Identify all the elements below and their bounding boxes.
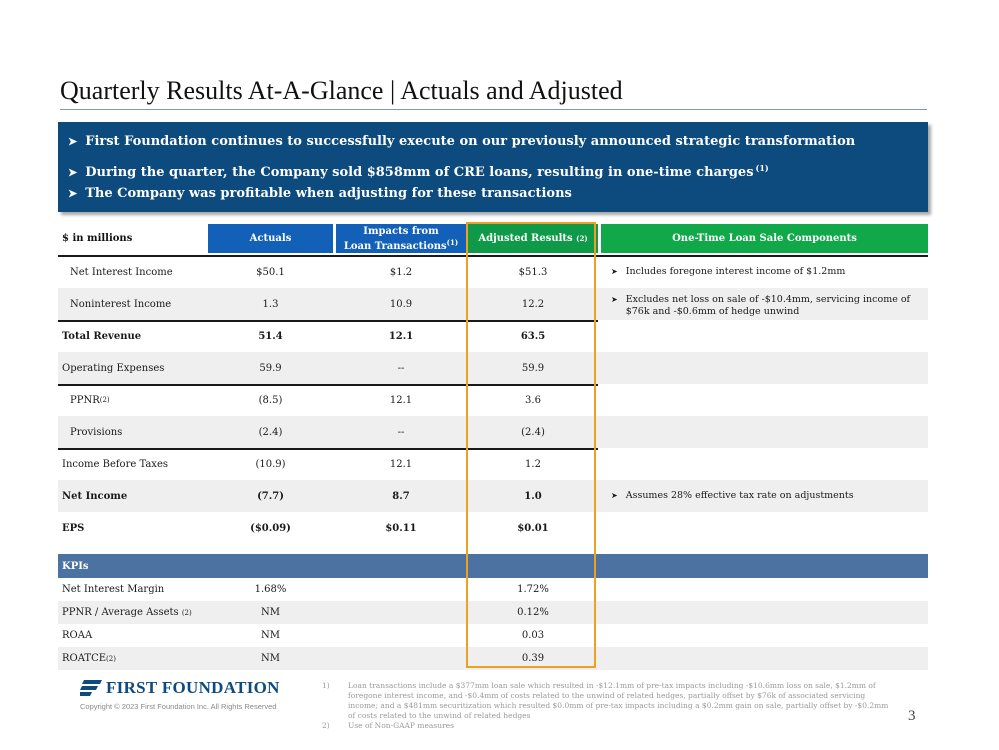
page-title: Quarterly Results At-A-Glance | Actuals and Adjusted <box>60 76 623 105</box>
footnote <box>322 681 892 721</box>
impacts-value: 12.1 <box>388 330 414 342</box>
row-label: Noninterest Income <box>70 298 172 310</box>
adjusted-value: $51.3 <box>518 266 548 278</box>
banner-bullet-text: First Foundation continues to successfully execute on our previously announced strategic transformation <box>85 134 856 149</box>
header-components: One-Time Loan Sale Components <box>601 224 928 253</box>
arrow-bullet-icon: ➤ <box>611 491 618 500</box>
banner-bullet-text: The Company was profitable when adjusting for these transactions <box>85 186 572 201</box>
footnote-ref: (2) <box>99 396 110 404</box>
results-table <box>58 224 928 670</box>
footnote-ref: (1) <box>755 163 769 173</box>
adjusted-value: 63.5 <box>520 330 546 342</box>
adjusted-value: (2.4) <box>521 426 545 438</box>
actuals-value: 59.9 <box>259 362 282 374</box>
actuals-value: 51.4 <box>258 330 283 342</box>
row-label: PPNR (2) <box>70 394 110 406</box>
actuals-value: (2.4) <box>258 426 283 438</box>
banner-bullet <box>68 129 928 155</box>
arrow-bullet-icon: ➤ <box>68 187 78 200</box>
kpi-row <box>58 624 928 647</box>
adjusted-value: 1.0 <box>524 490 542 502</box>
footnote-ref: (1) <box>446 237 459 247</box>
component-note: ➤ Excludes net loss on sale of -$10.4mm, servicing income of $76k and -$0.6mm of hedge unwind <box>611 294 911 317</box>
footnote-number: 2) <box>322 721 330 730</box>
footnote-ref: (2) <box>106 654 116 663</box>
footnotes <box>322 681 892 731</box>
row-label: Income Before Taxes <box>62 458 169 470</box>
footnote-ref: (2) <box>576 234 588 243</box>
actuals-value: $50.1 <box>256 266 285 278</box>
footnote-text: Loan transactions include a $377mm loan sale which resulted in -$12.1mm of pre-tax impacts including -$10.6mm loss on sale, $1.2mm of foregone interest income, and -$0.4mm of costs related to the unwind of related hedges, partially offset by $76k of associated servicing income; and a $481mm securitization which resulted $0.0mm of pre-tax impacts including a $0.2mm gain on sale, partially offset by -$0.2mm of costs related to the unwind of related hedges <box>348 681 889 720</box>
table-row <box>58 512 928 544</box>
title-underline <box>60 109 927 110</box>
header-impacts-line2: Loan Transactions <box>343 240 447 252</box>
header-adjusted: Adjusted Results (2) <box>468 224 598 253</box>
impacts-value: $0.11 <box>385 522 417 534</box>
banner-bullet <box>68 181 928 207</box>
impacts-value: $1.2 <box>389 266 413 278</box>
banner-bullet <box>68 155 928 181</box>
row-label: Total Revenue <box>62 330 142 342</box>
impacts-value: 10.9 <box>389 298 413 310</box>
row-label: Net Interest Income <box>70 266 173 278</box>
arrow-bullet-icon: ➤ <box>68 166 78 179</box>
kpi-row <box>58 647 928 670</box>
actuals-value: (7.7) <box>257 490 284 502</box>
header-impacts-line1: Impacts from <box>363 225 439 237</box>
actuals-value: 1.68% <box>254 584 287 595</box>
logo-mark-icon <box>80 680 102 696</box>
actuals-value: ($0.09) <box>250 522 291 534</box>
row-label: Operating Expenses <box>62 362 165 374</box>
component-note: ➤ Assumes 28% effective tax rate on adjustments <box>611 490 854 501</box>
table-row <box>58 288 928 320</box>
actuals-value: (10.9) <box>255 458 286 470</box>
kpi-row <box>58 601 928 624</box>
impacts-value: 12.1 <box>389 394 413 406</box>
row-label: Provisions <box>70 426 123 438</box>
impacts-value: -- <box>397 426 405 438</box>
kpi-row <box>58 578 928 601</box>
page-number: 3 <box>908 708 916 724</box>
adjusted-value: 1.2 <box>525 458 541 470</box>
actuals-value: NM <box>261 653 280 664</box>
kpi-label: ROATCE (2) <box>62 653 116 664</box>
table-row <box>58 480 928 512</box>
adjusted-value: 0.39 <box>521 653 545 664</box>
adjusted-value: 0.03 <box>521 630 545 641</box>
table-row <box>58 384 928 416</box>
adjusted-value: $0.01 <box>517 522 549 534</box>
adjusted-value: 0.12% <box>517 607 549 618</box>
header-impacts <box>336 224 466 253</box>
row-label: EPS <box>62 522 85 534</box>
adjusted-value: 59.9 <box>521 362 545 374</box>
footnote-ref: (2) <box>181 608 192 617</box>
kpi-label: Net Interest Margin <box>62 584 165 595</box>
table-row <box>58 416 928 448</box>
kpi-label: PPNR / Average Assets (2) <box>62 607 192 618</box>
footnote <box>322 721 892 731</box>
footnote-text: Use of Non-GAAP measures <box>348 721 454 730</box>
footnote-number: 1) <box>322 681 330 690</box>
arrow-bullet-icon: ➤ <box>611 267 618 276</box>
adjusted-value: 3.6 <box>525 394 541 406</box>
actuals-value: NM <box>261 630 280 641</box>
actuals-value: (8.5) <box>258 394 283 406</box>
kpi-section-header: KPIs <box>58 554 928 578</box>
table-row <box>58 352 928 384</box>
arrow-bullet-icon: ➤ <box>611 295 618 304</box>
row-label: Net Income <box>62 490 128 502</box>
company-logo <box>80 678 280 698</box>
impacts-value: 8.7 <box>392 490 410 502</box>
copyright: Copyright © 2023 First Foundation Inc. All Rights Reserved <box>80 702 277 711</box>
adjusted-value: 1.72% <box>517 584 549 595</box>
table-row <box>58 448 928 480</box>
kpi-label: ROAA <box>62 630 93 641</box>
units-label: $ in millions <box>62 233 133 244</box>
arrow-bullet-icon: ➤ <box>68 135 78 148</box>
header-actuals: Actuals <box>208 224 333 253</box>
impacts-value: -- <box>397 362 405 374</box>
table-row <box>58 256 928 288</box>
component-note: ➤ Includes foregone interest income of $1.2mm <box>611 266 846 277</box>
banner-bullet-text: During the quarter, the Company sold $858mm of CRE loans, resulting in one-time charges <box>85 165 754 180</box>
actuals-value: 1.3 <box>262 298 279 310</box>
impacts-value: 12.1 <box>389 458 413 470</box>
table-header <box>58 224 928 256</box>
logo-text: FIRST FOUNDATION <box>106 678 280 697</box>
table-row <box>58 320 928 352</box>
summary-banner <box>58 122 928 212</box>
adjusted-value: 12.2 <box>521 298 545 310</box>
actuals-value: NM <box>261 607 280 618</box>
